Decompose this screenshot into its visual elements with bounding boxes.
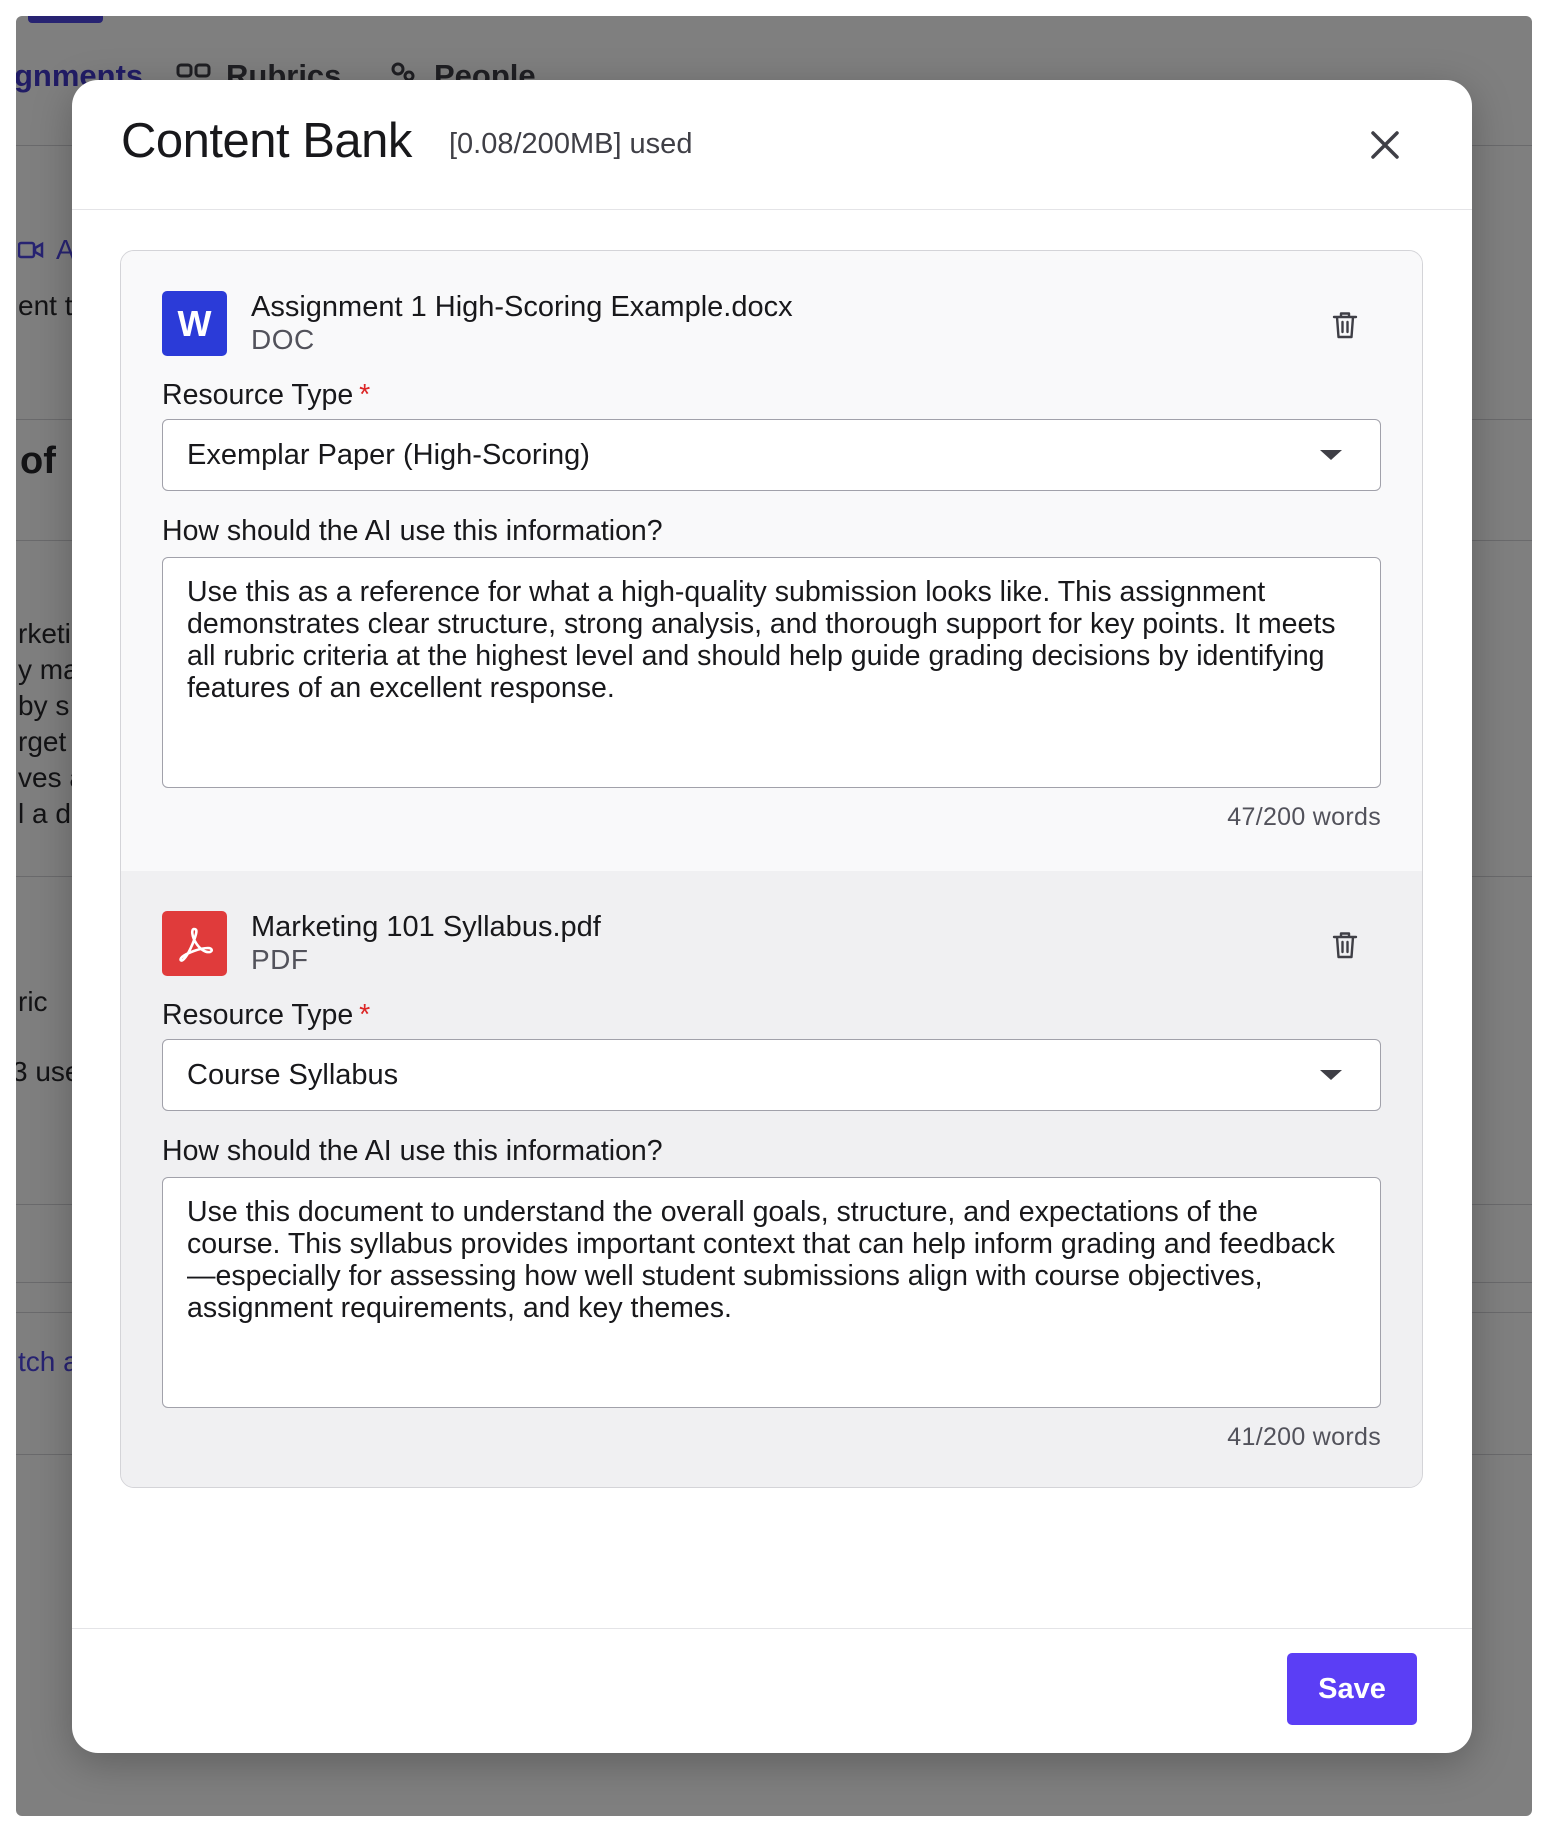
ai-use-textarea[interactable] (162, 1177, 1381, 1408)
resource-type-label-text: Resource Type (162, 999, 354, 1031)
resource-item (121, 871, 1422, 1488)
ai-use-textarea[interactable] (162, 557, 1381, 788)
file-name: Assignment 1 High-Scoring Example.docx (251, 291, 793, 323)
content-bank-modal (72, 80, 1472, 1753)
resource-item (121, 251, 1422, 871)
word-count: 47/200 words (1227, 803, 1381, 831)
word-count: 41/200 words (1227, 1423, 1381, 1451)
file-name: Marketing 101 Syllabus.pdf (251, 911, 601, 943)
close-icon (1370, 130, 1400, 160)
delete-resource-button[interactable] (1328, 306, 1362, 344)
resource-type-select[interactable] (162, 1039, 1381, 1111)
modal-title: Content Bank (121, 114, 412, 168)
pdf-icon (162, 911, 227, 976)
resource-type-value: Course Syllabus (187, 1058, 399, 1091)
acrobat-icon (175, 924, 215, 964)
resource-type-label (162, 999, 370, 1032)
required-asterisk: * (359, 999, 371, 1031)
trash-icon (1332, 310, 1358, 340)
ai-use-label: How should the AI use this information? (162, 515, 663, 547)
storage-usage: [0.08/200MB] used (449, 128, 693, 160)
trash-icon (1332, 930, 1358, 960)
word-icon-letter: W (177, 302, 212, 344)
file-type: DOC (251, 324, 315, 355)
resource-list (120, 250, 1423, 1488)
close-button[interactable] (1362, 122, 1408, 168)
caret-down-icon (1320, 1070, 1342, 1080)
word-document-icon (162, 291, 227, 356)
required-asterisk: * (359, 379, 371, 411)
resource-type-label (162, 379, 370, 412)
modal-footer (72, 1628, 1472, 1753)
caret-down-icon (1320, 450, 1342, 460)
delete-resource-button[interactable] (1328, 926, 1362, 964)
modal-header (72, 80, 1472, 210)
file-type: PDF (251, 944, 309, 975)
resource-type-label-text: Resource Type (162, 379, 354, 411)
resource-type-select[interactable] (162, 419, 1381, 491)
save-button[interactable]: Save (1287, 1653, 1417, 1725)
resource-type-value: Exemplar Paper (High-Scoring) (187, 438, 590, 471)
ai-use-label: How should the AI use this information? (162, 1135, 663, 1167)
